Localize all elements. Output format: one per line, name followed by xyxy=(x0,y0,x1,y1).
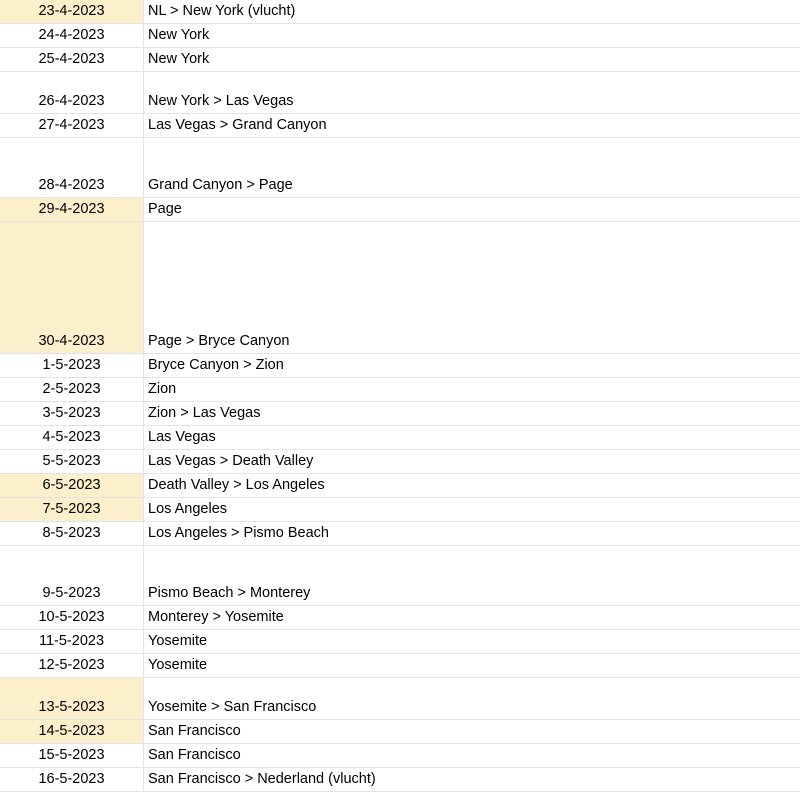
date-cell[interactable]: 10-5-2023 xyxy=(0,606,144,629)
route-cell[interactable]: Page > Bryce Canyon xyxy=(148,333,290,349)
table-row xyxy=(0,450,800,474)
route-cell[interactable]: Zion > Las Vegas xyxy=(148,405,261,421)
date-cell[interactable]: 29-4-2023 xyxy=(0,198,144,221)
route-cell[interactable]: Los Angeles > Pismo Beach xyxy=(148,525,329,541)
date-cell[interactable]: 25-4-2023 xyxy=(0,48,144,71)
date-cell[interactable]: 1-5-2023 xyxy=(0,354,144,377)
date-cell[interactable]: 7-5-2023 xyxy=(0,498,144,521)
table-row xyxy=(0,678,800,720)
table-row xyxy=(0,24,800,48)
route-cell[interactable]: Zion xyxy=(148,381,177,397)
date-cell[interactable]: 27-4-2023 xyxy=(0,114,144,137)
date-cell[interactable]: 15-5-2023 xyxy=(0,744,144,767)
date-cell[interactable]: 8-5-2023 xyxy=(0,522,144,545)
route-cell[interactable]: Los Angeles xyxy=(148,501,228,517)
route-cell[interactable]: Pismo Beach > Monterey xyxy=(148,585,311,601)
date-cell[interactable]: 9-5-2023 xyxy=(0,546,144,605)
table-row xyxy=(0,114,800,138)
table-row xyxy=(0,426,800,450)
table-row xyxy=(0,378,800,402)
table-row xyxy=(0,654,800,678)
route-cell[interactable]: Monterey > Yosemite xyxy=(148,609,284,625)
date-cell[interactable]: 11-5-2023 xyxy=(0,630,144,653)
route-cell[interactable]: San Francisco xyxy=(148,723,241,739)
table-row xyxy=(0,522,800,546)
route-cell[interactable]: Death Valley > Los Angeles xyxy=(148,477,325,493)
route-cell[interactable]: San Francisco xyxy=(148,747,241,763)
table-row xyxy=(0,606,800,630)
table-row xyxy=(0,474,800,498)
date-cell[interactable]: 23-4-2023 xyxy=(0,0,144,23)
route-cell[interactable]: Las Vegas > Grand Canyon xyxy=(148,117,327,133)
table-row xyxy=(0,198,800,222)
route-cell[interactable]: Las Vegas xyxy=(148,429,216,445)
date-cell[interactable]: 6-5-2023 xyxy=(0,474,144,497)
route-cell[interactable]: New York > Las Vegas xyxy=(148,93,294,109)
date-cell[interactable]: 14-5-2023 xyxy=(0,720,144,743)
route-cell[interactable]: Yosemite xyxy=(148,633,208,649)
date-cell[interactable]: 3-5-2023 xyxy=(0,402,144,425)
table-row xyxy=(0,72,800,114)
table-row xyxy=(0,48,800,72)
date-cell[interactable]: 4-5-2023 xyxy=(0,426,144,449)
date-cell[interactable]: 28-4-2023 xyxy=(0,138,144,197)
table-row xyxy=(0,354,800,378)
route-cell[interactable]: Las Vegas > Death Valley xyxy=(148,453,314,469)
table-row xyxy=(0,0,800,24)
table-row xyxy=(0,138,800,198)
date-cell[interactable]: 16-5-2023 xyxy=(0,768,144,791)
route-cell[interactable]: New York xyxy=(148,27,210,43)
route-cell[interactable]: San Francisco > Nederland (vlucht) xyxy=(148,771,376,787)
table-row xyxy=(0,498,800,522)
date-cell[interactable]: 12-5-2023 xyxy=(0,654,144,677)
route-cell[interactable]: Yosemite xyxy=(148,657,208,673)
table-row xyxy=(0,768,800,792)
table-row xyxy=(0,720,800,744)
date-cell[interactable]: 2-5-2023 xyxy=(0,378,144,401)
route-cell[interactable]: Page xyxy=(148,201,182,217)
table-row xyxy=(0,546,800,606)
date-cell[interactable]: 5-5-2023 xyxy=(0,450,144,473)
date-cell[interactable]: 13-5-2023 xyxy=(0,678,144,719)
route-cell[interactable]: Bryce Canyon > Zion xyxy=(148,357,284,373)
date-cell[interactable]: 26-4-2023 xyxy=(0,72,144,113)
date-cell[interactable]: 30-4-2023 xyxy=(0,222,144,353)
table-row xyxy=(0,630,800,654)
route-cell[interactable]: NL > New York (vlucht) xyxy=(148,3,296,19)
table-row xyxy=(0,744,800,768)
route-cell[interactable]: New York xyxy=(148,51,210,67)
route-cell[interactable]: Grand Canyon > Page xyxy=(148,177,293,193)
route-cell[interactable]: Yosemite > San Francisco xyxy=(148,699,317,715)
date-cell[interactable]: 24-4-2023 xyxy=(0,24,144,47)
table-row xyxy=(0,222,800,354)
table-row xyxy=(0,402,800,426)
